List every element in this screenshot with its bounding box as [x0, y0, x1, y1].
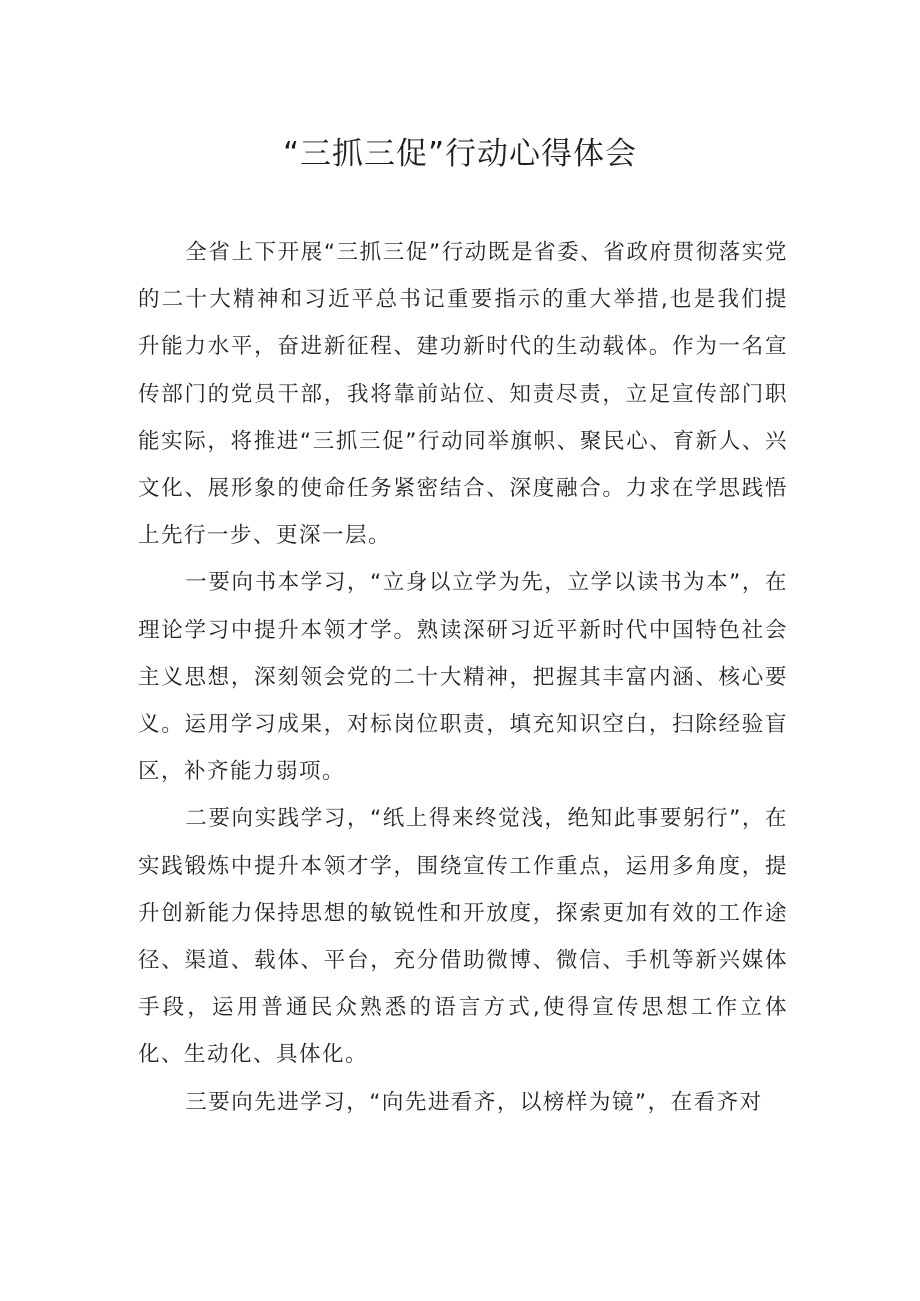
document-title: “三抓三促”行动心得体会 — [282, 136, 638, 172]
paragraph-2: 一要向书本学习，“立身以立学为先，立学以读书为本”，在理论学习中提升本领才学。熟读深研习近平新时代中国特色社会主义思想，深刻领会党的二十大精神，把握其丰富内涵、核心要义。运用学习成果，对标岗位职责，填充知识空白，扫除经验盲区，补齐能力弱项。 — [138, 570, 788, 785]
paragraph-3: 二要向实践学习，“纸上得来终觉浅，绝知此事要躬行”，在实践锻炼中提升本领才学，围绕宣传工作重点，运用多角度，提升创新能力保持思想的敏锐性和开放度，探索更加有效的工作途径、渠道、载体、平台，充分借助微博、微信、手机等新兴媒体手段，运用普通民众熟悉的语言方式,使得宣传思想工作立体化、生动化、具体化。 — [138, 806, 788, 1068]
document-body — [138, 229, 788, 1126]
paragraph-4: 三要向先进学习，“向先进看齐，以榜样为镜”，在看齐对 — [185, 1089, 763, 1115]
paragraph-1: 全省上下开展“三抓三促”行动既是省委、省政府贯彻落实党的二十大精神和习近平总书记重要指示的重大举措,也是我们提升能力水平，奋进新征程、建功新时代的生动载体。作为一名宣传部门的党员干部，我将靠前站位、知责尽责，立足宣传部门职能实际，将推进“三抓三促”行动同举旗帜、聚民心、育新人、兴文化、展形象的使命任务紧密结合、深度融合。力求在学思践悟上先行一步、更深一层。 — [138, 240, 788, 549]
